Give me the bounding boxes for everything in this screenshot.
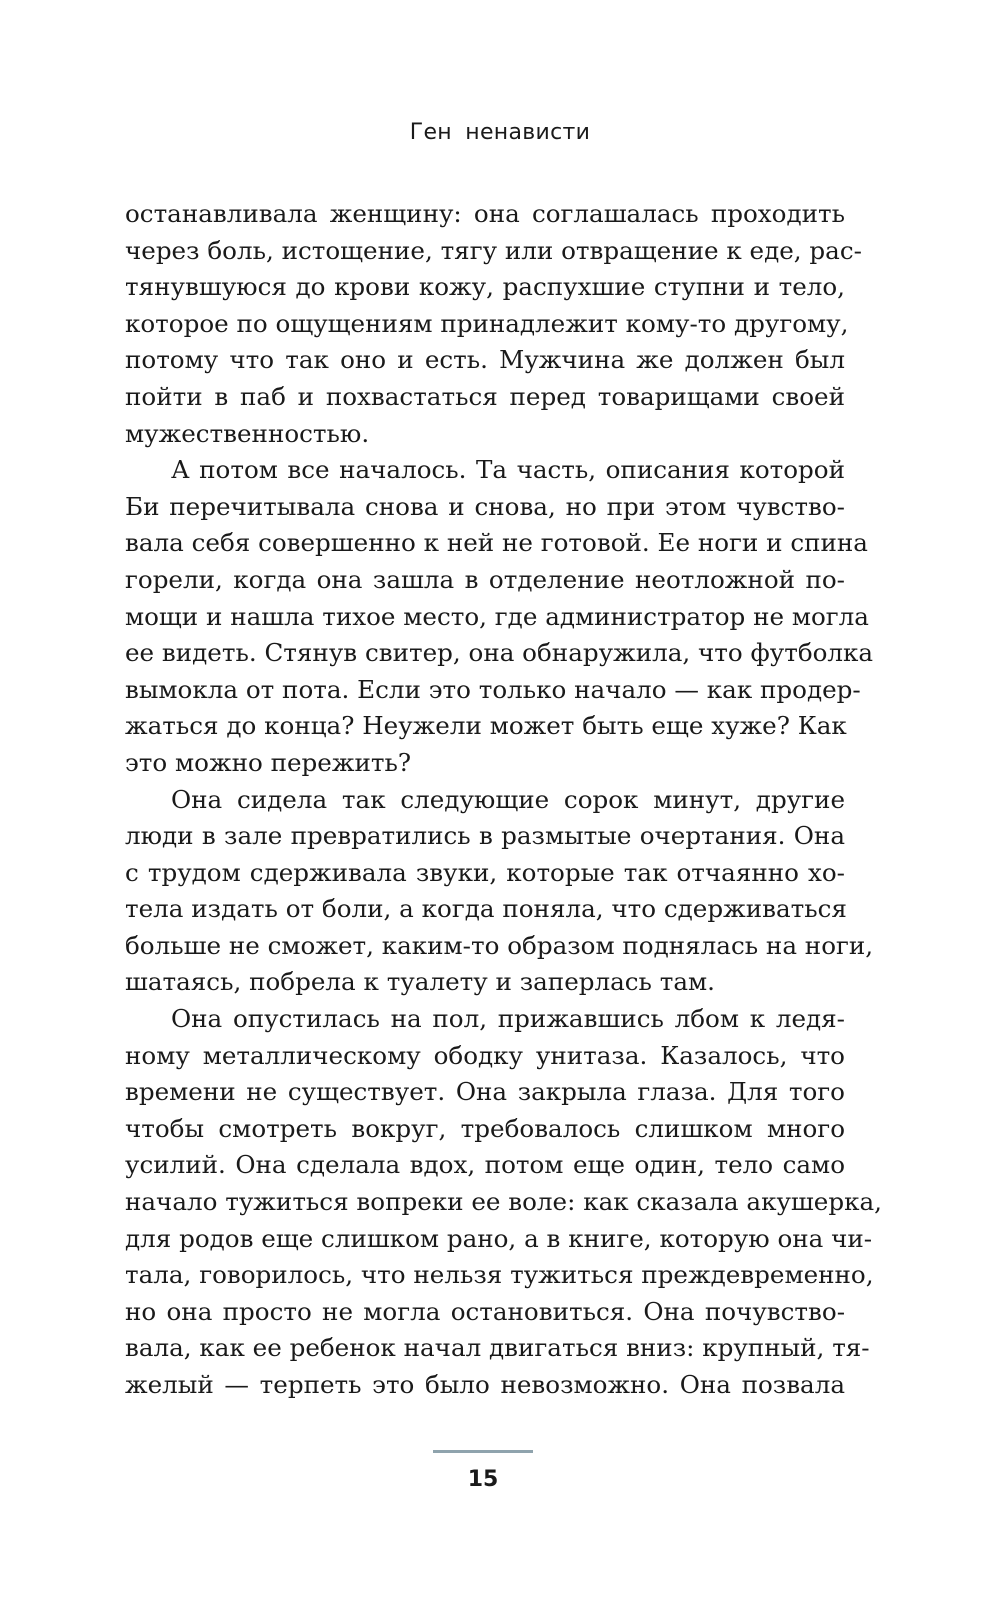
text-line: больше не сможет, каким-то образом поднялась на ноги,: [125, 930, 874, 960]
paragraph: [125, 1001, 882, 1404]
text-line: Она сидела так следующие сорок минут, другие: [171, 784, 845, 814]
page-number: 15: [467, 1467, 499, 1492]
text-line: вымокла от пота. Если это только начало — как продер-: [125, 674, 861, 704]
text-line: для родов еще слишком рано, а в книге, которую она чи-: [125, 1223, 873, 1253]
text-line: усилий. Она сделала вдох, потом еще один, тело само: [125, 1150, 845, 1180]
text-line: люди в зале превратились в размытые очертания. Она: [125, 821, 845, 851]
text-line: А потом все началось. Та часть, описания которой: [171, 455, 845, 485]
text-line: мужественностью.: [125, 418, 370, 448]
text-line: но она просто не могла остановиться. Она почувство-: [125, 1296, 845, 1326]
text-line: это можно пережить?: [125, 747, 412, 777]
text-line: жаться до конца? Неужели может быть еще хуже? Как: [125, 711, 847, 741]
text-line: останавливала женщину: она соглашалась проходить: [125, 199, 845, 228]
text-line: горели, когда она зашла в отделение неотложной по-: [125, 564, 845, 594]
text-line: тянувшуюся до крови кожу, распухшие ступни и тело,: [125, 272, 845, 302]
body-text: [125, 196, 882, 1404]
text-line: мощи и нашла тихое место, где администратор не могла: [125, 601, 869, 631]
text-line: пойти в паб и похвастаться перед товарищами своей: [125, 381, 845, 411]
text-line: начало тужиться вопреки ее воле: как сказала акушерка,: [125, 1187, 882, 1217]
paragraph: [125, 782, 874, 1002]
text-line: вала себя совершенно к ней не готовой. Ее ноги и спина: [125, 528, 868, 558]
text-line: через боль, истощение, тягу или отвращение к еде, рас-: [125, 235, 862, 265]
text-line: желый — терпеть это было невозможно. Она позвала: [125, 1370, 845, 1399]
footer-rule: [433, 1450, 533, 1453]
text-line: Она опустилась на пол, прижавшись лбом к ледя-: [171, 1004, 845, 1034]
text-line: с трудом сдерживала звуки, которые так отчаянно хо-: [125, 857, 845, 887]
text-line: вала, как ее ребенок начал двигаться вниз: крупный, тя-: [125, 1333, 870, 1363]
paragraph: [125, 452, 874, 781]
text-line: времени не существует. Она закрыла глаза. Для того: [125, 1077, 845, 1107]
text-line: Би перечитывала снова и снова, но при этом чувство-: [125, 491, 845, 521]
text-line: тала, говорилось, что нельзя тужиться преждевременно,: [125, 1260, 874, 1290]
text-line: шатаясь, побрела к туалету и заперлась там.: [125, 967, 715, 997]
text-line: ному металлическому ободку унитаза. Казалось, что: [125, 1040, 845, 1070]
text-line: которое по ощущениям принадлежит кому-то другому,: [125, 308, 849, 338]
running-header: Ген ненависти: [409, 120, 591, 145]
text-line: тела издать от боли, а когда поняла, что сдерживаться: [125, 894, 847, 924]
text-line: чтобы смотреть вокруг, требовалось слишком много: [125, 1113, 845, 1143]
text-line: потому что так оно и есть. Мужчина же должен был: [125, 345, 845, 375]
text-line: ее видеть. Стянув свитер, она обнаружила, что футболка: [125, 638, 874, 668]
paragraph: [125, 196, 862, 452]
